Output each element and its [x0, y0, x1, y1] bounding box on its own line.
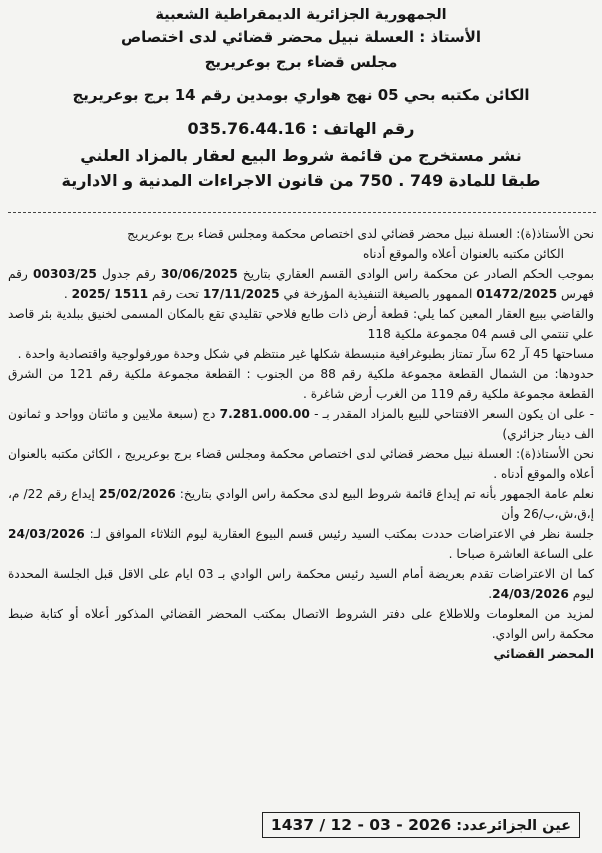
hearing-lead: جلسة نظر في الاعتراضات حددت بمكتب السيد رئيس قسم البيوع العقارية ليوم الثلاثاء الموافق لـ:: [84, 527, 594, 541]
paragraph-property: والقاضي ببيع العقار المعين كما يلي: قطعة أرض ذات طابع فلاحي تقليدي تقع بالمكان المسمى لخنيق ببلدية بئر قاصد علي تنتمي الى قسم 04 مجموعة ملكية 118: [8, 307, 594, 341]
republic-heading: الجمهورية الجزائرية الديمقراطية الشعبية: [155, 7, 447, 23]
legal-basis: طبقا للمادة 749 . 750 من قانون الاجراءات المدنية و الادارية: [61, 171, 541, 190]
signature: المحضر القضائي: [493, 647, 594, 661]
paragraph-price: [8, 404, 594, 444]
objections-lead: كما ان الاعتراضات تقدم بعريضة أمام السيد رئيس محكمة راس الوادي بـ 03 ايام على الاقل قبل الجلسة المحددة ليوم: [8, 567, 594, 601]
paragraph-bailiff-2: [8, 444, 594, 484]
deposit-date: 25/02/2026: [99, 487, 176, 501]
publication-reference: [262, 812, 580, 838]
price-words: دج (سبعة ملايين و مائتان وواحد و ثمانون الف دينار جزائري): [8, 407, 594, 441]
price-lead: - على ان يكون السعر الافتتاحي للبيع بالمزاد المقدر بـ -: [309, 407, 594, 421]
objections-date: 24/03/2026: [492, 587, 569, 601]
footer-label: عين الجزائرعدد:: [451, 818, 572, 834]
notice-body: [8, 224, 594, 664]
judgment-index-label: رقم فهرس: [8, 267, 594, 301]
court-heading: مجلس قضاء برج بوعريريج: [204, 53, 398, 71]
bailiff-label-2: نحن الأستاذ(ة):: [516, 447, 594, 461]
judgment-lead: بموجب الحكم الصادر عن محكمة راس الوادى القسم العقاري بتاريخ: [237, 267, 595, 281]
paragraph-office: الكائن مكتبه بالعنوان أعلاه والموقع أدناه: [363, 247, 564, 261]
phone-number: رقم الهاتف : 035.76.44.16: [187, 119, 415, 138]
deposit-lead: نعلم عامة الجمهور بأنه تم إيداع قائمة شروط البيع لدى محكمة راس الوادي بتاريخ:: [175, 487, 595, 501]
index-number: 01472/2025: [476, 287, 558, 301]
footer-ref: 1437 / 12 - 03 - 2026: [270, 816, 452, 834]
judgment-docket-label: رقم جدول: [96, 267, 161, 281]
objections-end: .: [488, 587, 493, 601]
bailiff-heading: الأستاذ : العسلة نبيل محضر قضائي لدى اختصاص: [120, 28, 482, 46]
paragraph-bailiff: [8, 224, 594, 244]
paragraph-deposit: [8, 484, 594, 524]
hearing-date: 24/03/2026: [8, 527, 85, 541]
office-address: الكائن مكتبه بحي 05 نهج هواري بومدين رقم 14 برج بوعريريج: [72, 86, 530, 104]
paragraph-objections: [8, 564, 594, 604]
judgment-end: .: [63, 287, 72, 301]
deposit-end: إيداع رقم 22/ م، إ،ق،ش،ب/26 وأن: [8, 487, 594, 521]
paragraph-hearing: [8, 524, 594, 564]
paragraph-boundaries: حدودها: من الشمال القطعة مجموعة ملكية رقم 88 من الجنوب : القطعة مجموعة ملكية رقم 121 من الشرق القطعة مجموعة ملكية رقم 119 من الغرب أرض شاغرة .: [8, 367, 594, 401]
notice-title: نشر مستخرج من قائمة شروط البيع لعقار بالمزاد العلني: [80, 146, 522, 165]
judgment-exec-label: الممهور بالصيغة التنفيذية المؤرخة في: [279, 287, 477, 301]
judgment-num-label: تحت رقم: [148, 287, 203, 301]
paragraph-area: مساحتها 45 آر 62 سآر تمتاز بطبوغرافية منبسطة شكلها غير منتظم في شكل وحدة مورفولوجية واقتصادية واحدة .: [17, 347, 594, 361]
docket-number: 00303/25: [33, 267, 97, 281]
bailiff-label: نحن الأستاذ(ة):: [516, 227, 594, 241]
dashed-divider: [8, 212, 596, 213]
execution-date: 17/11/2025: [202, 287, 280, 301]
execution-number: 1511 /2025: [71, 287, 149, 301]
bailiff-text-2: العسلة نبيل محضر قضائي لدى اختصاص محكمة ومجلس قضاء برج بوعريريج ، الكائن مكتبه بالعنوان أعلاه والموقع أدناه .: [8, 447, 594, 481]
hearing-end: على الساعة العاشرة صباحا .: [448, 547, 594, 561]
paragraph-info: لمزيد من المعلومات وللاطلاع على دفتر الشروط الاتصال بمكتب المحضر القضائي المذكور أعلاه أو كتابة ضبط محكمة راس الوادي.: [8, 607, 594, 641]
paragraph-judgment: [8, 264, 594, 304]
judgment-date: 30/06/2025: [160, 267, 238, 281]
bailiff-text: العسلة نبيل محضر قضائي لدى اختصاص محكمة ومجلس قضاء برج بوعريريج: [127, 227, 517, 241]
opening-price: 7.281.000.00: [219, 407, 310, 421]
